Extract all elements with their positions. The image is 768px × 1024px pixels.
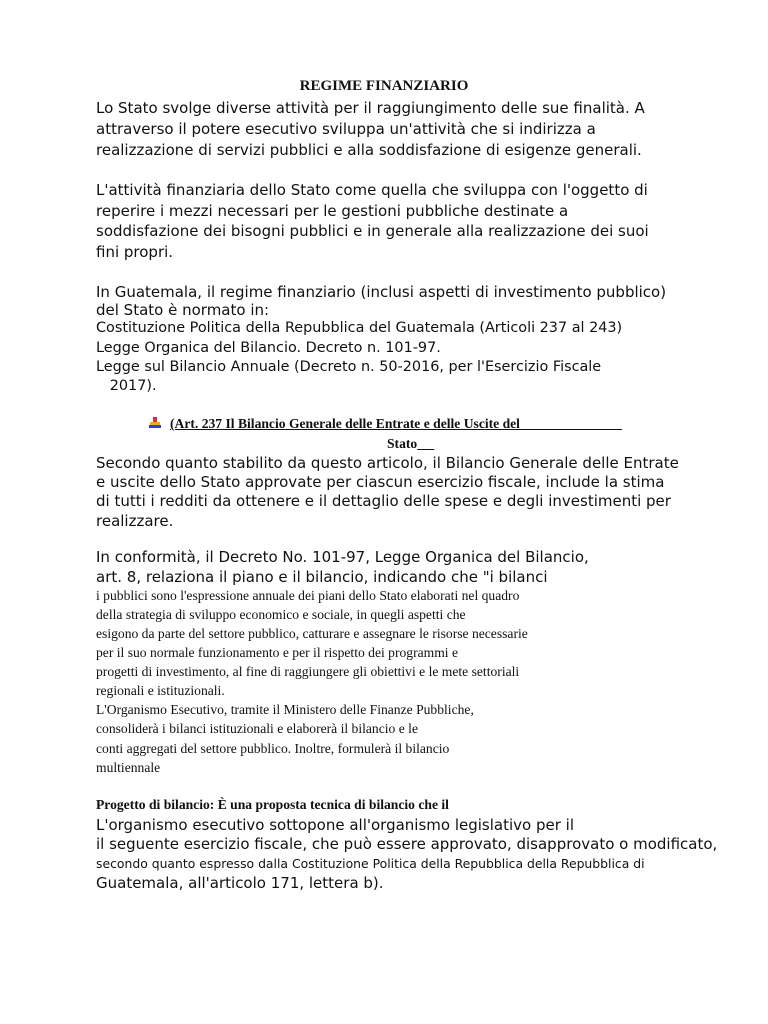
paragraph-line: i pubblici sono l'espressione annuale dei piani dello Stato elaborati nel quadro (96, 588, 520, 603)
paragraph-line: consoliderà i bilanci istituzionali e elaborerà il bilancio e le (96, 721, 418, 736)
list-item: Costituzione Politica della Repubblica del Guatemala (Articoli 237 al 243) (96, 320, 623, 336)
paragraph-line: realizzare. (96, 512, 174, 530)
paragraph-line: In conformità, il Decreto No. 101-97, Legge Organica del Bilancio, (96, 548, 589, 566)
article-heading (170, 416, 622, 432)
paragraph-line: L'organismo esecutivo sottopone all'organismo legislativo per il (96, 816, 574, 834)
paragraph-line: del Stato è normato in: (96, 301, 270, 319)
paragraph-line: L'Organismo Esecutivo, tramite il Ministero delle Finanze Pubbliche, (96, 702, 474, 717)
paragraph-line: art. 8, relaziona il piano e il bilancio, indicando che "i bilanci (96, 568, 548, 586)
book-stack-icon (148, 416, 162, 430)
article-heading-line2: Stato (387, 436, 418, 451)
article-heading-underline-fill (520, 416, 622, 431)
paragraph-line: attraverso il potere esecutivo sviluppa un'attività che si indirizza a (96, 120, 596, 138)
list-item: Legge Organica del Bilancio. Decreto n. 101-97. (96, 340, 441, 356)
paragraph-line: Guatemala, all'articolo 171, lettera b). (96, 874, 384, 892)
paragraph-line: regionali e istituzionali. (96, 683, 225, 698)
paragraph-line: Secondo quanto stabilito da questo articolo, il Bilancio Generale delle Entrate (96, 454, 679, 472)
paragraph-line: della strategia di sviluppo economico e sociale, in quegli aspetti che (96, 607, 466, 622)
paragraph-line: di tutti i redditi da ottenere e il dettaglio delle spese e degli investimenti per (96, 492, 671, 510)
paragraph-line: Lo Stato svolge diverse attività per il raggiungimento delle sue finalità. A (96, 99, 645, 117)
list-item: 2017). (96, 378, 157, 394)
paragraph-line: e uscite dello Stato approvate per ciascun esercizio fiscale, include la stima (96, 473, 665, 491)
paragraph-line: secondo quanto espresso dalla Costituzione Politica della Repubblica della Repubblica di (96, 856, 645, 871)
paragraph-line: il seguente esercizio fiscale, che può essere approvato, disapprovato o modificato, (96, 835, 718, 853)
paragraph-line: realizzazione di servizi pubblici e alla soddisfazione di esigenze generali. (96, 141, 642, 159)
page-title: REGIME FINANZIARIO (299, 78, 469, 94)
article-heading-line1: (Art. 237 Il Bilancio Generale delle Entrate e delle Uscite del (170, 416, 520, 431)
paragraph-line: per il suo normale funzionamento e per il rispetto dei programmi e (96, 645, 459, 660)
article-heading-underline-fill (417, 436, 434, 451)
article-heading-continued (387, 436, 434, 452)
paragraph-line: conti aggregati del settore pubblico. Inoltre, formulerà il bilancio (96, 741, 450, 756)
paragraph-line: multiennale (96, 760, 161, 775)
paragraph-line: progetti di investimento, al fine di raggiungere gli obiettivi e le mete settoriali (96, 664, 520, 679)
paragraph-line: In Guatemala, il regime finanziario (inclusi aspetti di investimento pubblico) (96, 283, 667, 301)
section-heading: Progetto di bilancio: È una proposta tecnica di bilancio che il (96, 797, 449, 812)
paragraph-line: fini propri. (96, 243, 174, 261)
paragraph-line: esigono da parte del settore pubblico, catturare e assegnare le risorse necessarie (96, 626, 528, 641)
paragraph-line: L'attività finanziaria dello Stato come quella che sviluppa con l'oggetto di (96, 181, 648, 199)
list-item: Legge sul Bilancio Annuale (Decreto n. 50-2016, per l'Esercizio Fiscale (96, 359, 602, 375)
paragraph-line: soddisfazione dei bisogni pubblici e in generale alla realizzazione dei suoi (96, 222, 649, 240)
paragraph-line: reperire i mezzi necessari per le gestioni pubbliche destinate a (96, 202, 569, 220)
